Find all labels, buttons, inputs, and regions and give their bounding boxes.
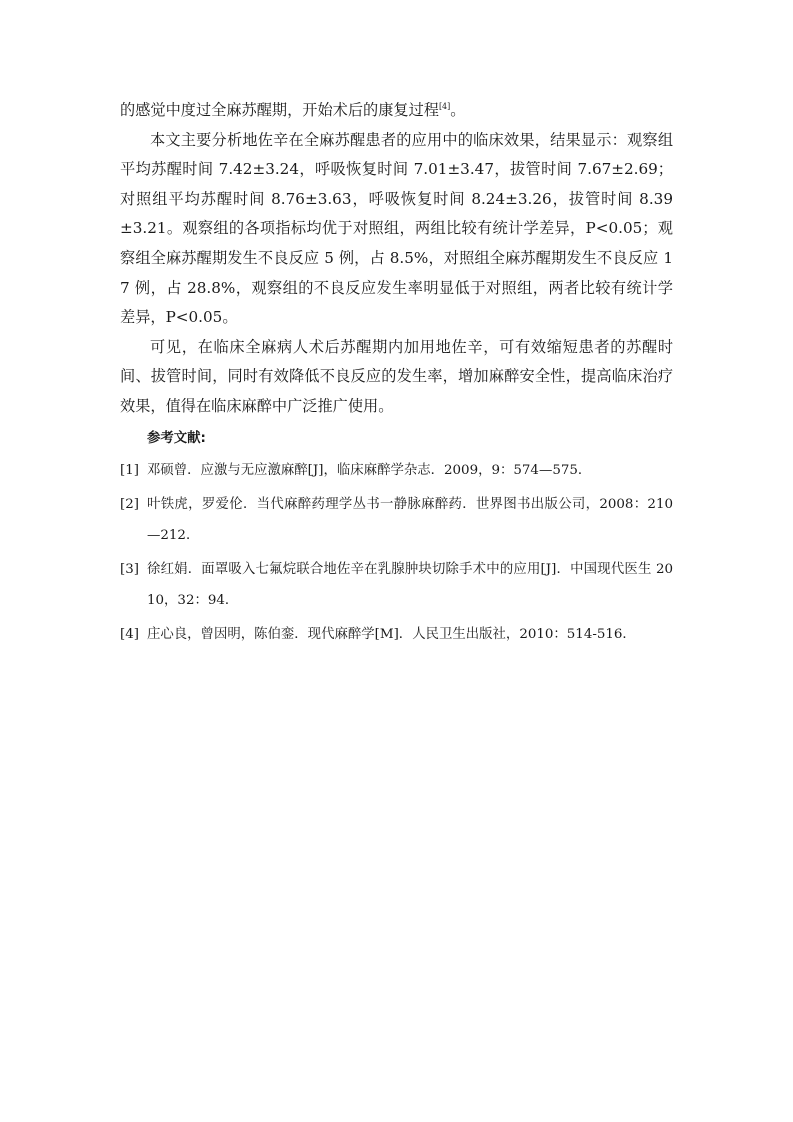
paragraph-end-punctuation: 。: [450, 101, 466, 119]
references-heading: 参考文献:: [147, 430, 206, 446]
body-paragraph-continuation: [120, 96, 673, 126]
reference-number: [2]: [120, 497, 139, 513]
reference-number: [3]: [120, 562, 139, 578]
reference-number: [1]: [120, 462, 139, 478]
reference-item: [120, 620, 673, 651]
reference-item: [120, 456, 673, 487]
reference-item: [120, 555, 673, 616]
body-paragraph-results: 本文主要分析地佐辛在全麻苏醒患者的应用中的临床效果，结果显示：观察组平均苏醒时间 7.42±3.24，呼吸恢复时间 7.01±3.47，拔管时间 7.67±2.69；对照组平均苏醒时间 8.76±3.63，呼吸恢复时间 8.24±3.26，拔管时间 8.39±3.21。观察组的各项指标均优于对照组，两组比较有统计学差异，P<0.05；观察组全麻苏醒期发生不良反应 5 例，占 8.5%，对照组全麻苏醒期发生不良反应 17 例，占 28.8%，观察组的不良反应发生率明显低于对照组，两者比较有统计学差异，P<0.05。: [120, 130, 673, 327]
reference-text: 邓硕曾．应激与无应激麻醉[J]，临床麻醉学杂志．2009，9：574—575．: [147, 462, 592, 478]
paragraph-text: 的感觉中度过全麻苏醒期，开始术后的康复过程: [120, 101, 439, 119]
reference-text: 叶铁虎，罗爱伦．当代麻醉药理学丛书一静脉麻醉药．世界图书出版公司，2008：210—212．: [147, 497, 673, 543]
citation-marker: [4]: [438, 102, 451, 111]
body-paragraph-conclusion: 可见，在临床全麻病人术后苏醒期内加用地佐辛，可有效缩短患者的苏醒时间、拔管时间，同时有效降低不良反应的发生率，增加麻醉安全性，提高临床治疗效果，值得在临床麻醉中广泛推广使用。: [120, 337, 673, 415]
reference-list: [120, 456, 673, 651]
reference-text: 徐红娟．面罩吸入七氟烷联合地佐辛在乳腺肿块切除手术中的应用[J]．中国现代医生 2010，32：94．: [147, 562, 673, 608]
reference-item: [120, 490, 673, 551]
reference-text: 庄心良，曾因明，陈伯銮．现代麻醉学[M]．人民卫生出版社，2010：514-516．: [147, 627, 636, 643]
reference-number: [4]: [120, 627, 139, 643]
